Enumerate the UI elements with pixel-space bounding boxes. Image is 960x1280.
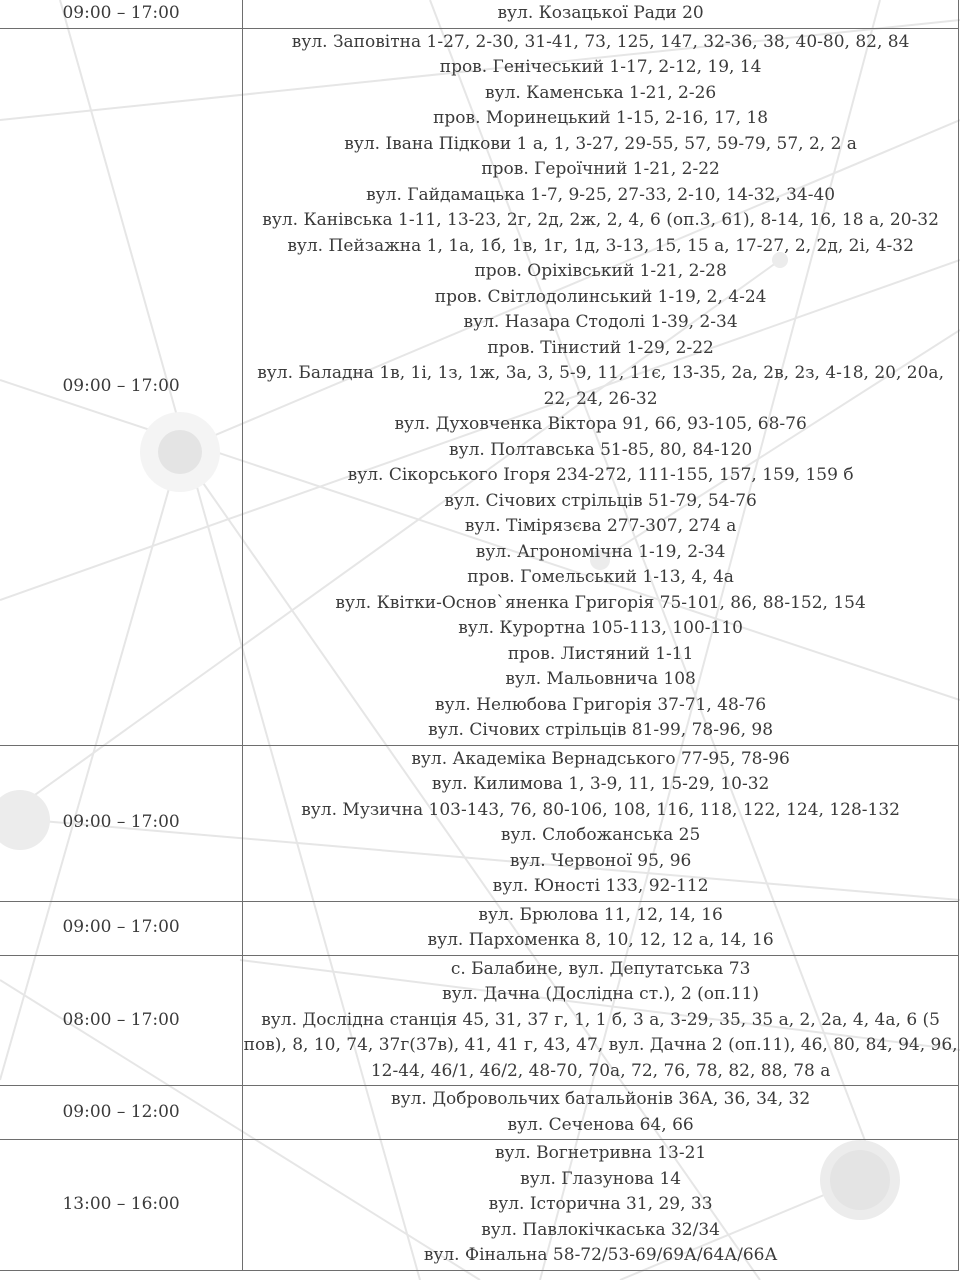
address-line: пров. Світлодолинський 1-19, 2, 4-24 [434,286,767,307]
address-line: вул. Брюлова 11, 12, 14, 16 [478,904,723,925]
address-line: вул. Пейзажна 1, 1а, 1б, 1в, 1г, 1д, 3-13, 15, 15 а, 17-27, 2, 2д, 2і, 4-32 [287,235,914,256]
schedule-row [0,901,959,955]
address-line: вул. Сікорського Ігоря 234-272, 111-155, 157, 159, 159 б [347,465,854,485]
schedule-row [0,0,959,28]
address-line: вул. Килимова 1, 3-9, 11, 15-29, 10-32 [431,774,770,794]
address-line: вул. Музична 103-143, 76, 80-106, 108, 116, 118, 122, 124, 128-132 [301,799,900,820]
address-line: вул. Квітки-Основ`яненка Григорія 75-101, 86, 88-152, 154 [335,592,866,613]
address-line: вул. Тімірязєва 277-307, 274 а [464,516,737,536]
address-line: пров. Генічеський 1-17, 2-12, 19, 14 [439,57,762,77]
address-list-cell [243,28,959,745]
address-line: вул. Заповітна 1-27, 2-30, 31-41, 73, 125, 147, 32-36, 38, 40-80, 82, 84 [291,31,910,52]
address-line: вул. Добровольчих батальйонів 36А, 36, 34, 32 [391,1089,811,1109]
address-line: пров. Героїчний 1-21, 2-22 [481,159,720,179]
address-line: вул. Дачна (Дослідна ст.), 2 (оп.11) [442,984,760,1004]
address-line: вул. Слобожанська 25 [500,825,701,845]
address-line: вул. Івана Підкови 1 а, 1, 3-27, 29-55, 57, 59-79, 57, 2, 2 а [344,133,857,154]
address-list-cell [243,955,959,1086]
address-list-cell [243,745,959,901]
address-list-cell [243,1086,959,1140]
address-line: вул. Пархоменка 8, 10, 12, 12 а, 14, 16 [427,930,774,950]
address-line: вул. Нелюбова Григорія 37-71, 48-76 [435,694,767,715]
address-line: с. Балабине, вул. Депутатська 73 [450,958,751,979]
address-line: вул. Козацької Ради 20 [497,3,704,23]
address-list-cell [243,1140,959,1271]
address-line: пров. Моринецький 1-15, 2-16, 17, 18 [433,108,769,128]
address-line: вул. Баладна 1в, 1і, 1з, 1ж, 3а, 3, 5-9, 11, 11є, 13-35, 2а, 2в, 2з, 4-18, 20, 20а, 22, 24, 26-32 [257,363,944,409]
address-line: пров. Листяний 1-11 [507,643,694,664]
schedule-row [0,745,959,901]
address-line: вул. Вогнетривна 13-21 [494,1143,707,1163]
time-range-cell: 09:00 – 17:00 [0,901,243,955]
address-line: пров. Тінистий 1-29, 2-22 [487,337,714,358]
address-line: вул. Фінальна 58-72/53-69/69А/64А/66А [423,1245,778,1265]
address-line: вул. Канівська 1-11, 13-23, 2г, 2д, 2ж, 2, 4, 6 (оп.3, 61), 8-14, 16, 18 а, 20-32 [262,210,939,230]
address-list-cell [243,901,959,955]
schedule-row [0,955,959,1086]
schedule-row [0,1140,959,1271]
address-line: вул. Глазунова 14 [520,1168,682,1189]
time-range-cell: 08:00 – 17:00 [0,955,243,1086]
address-line: вул. Січових стрільців 51-79, 54-76 [444,490,757,511]
address-list-cell [243,0,959,28]
address-line: вул. Полтавська 51-85, 80, 84-120 [449,439,753,460]
address-line: вул. Академіка Вернадського 77-95, 78-96 [411,748,790,769]
schedule-row [0,1086,959,1140]
address-line: вул. Духовченка Віктора 91, 66, 93-105, 68-76 [394,414,807,434]
address-line: вул. Сеченова 64, 66 [507,1114,694,1135]
address-line: вул. Січових стрільців 81-99, 78-96, 98 [428,720,774,740]
address-line: вул. Мальовнича 108 [505,669,696,689]
address-line: вул. Червоної 95, 96 [509,850,692,871]
address-line: вул. Назара Стодолі 1-39, 2-34 [463,312,738,332]
time-range-cell: 13:00 – 16:00 [0,1140,243,1271]
time-range-cell: 09:00 – 17:00 [0,745,243,901]
schedule-row [0,28,959,745]
address-line: пров. Оріхівський 1-21, 2-28 [474,261,727,281]
address-line: пров. Гомельський 1-13, 4, 4а [467,567,734,587]
address-line: вул. Каменська 1-21, 2-26 [485,82,717,103]
address-line: вул. Гайдамацька 1-7, 9-25, 27-33, 2-10, 14-32, 34-40 [366,184,836,205]
address-line: вул. Павлокічкаська 32/34 [481,1219,720,1240]
time-range-cell: 09:00 – 12:00 [0,1086,243,1140]
address-line: вул. Юності 133, 92-112 [492,876,709,896]
address-line: вул. Агрономічна 1-19, 2-34 [475,541,726,562]
time-range-cell: 09:00 – 17:00 [0,28,243,745]
address-line: вул. Курортна 105-113, 100-110 [458,618,743,638]
time-range-cell: 09:00 – 17:00 [0,0,243,28]
address-line: вул. Дослідна станція 45, 31, 37 г, 1, 1 б, 3 а, 3-29, 35, 35 а, 2, 2а, 4, 4а, 6 (5 пов), 8, 10, 74, 37г(37в), 41, 41 г, 43, 47, вул. Дачна 2 (оп.11), 46, 80, 84, 94, 96, 12-44, 46/1, 46/2, 48-70, 70а, 72, 76, 78, 82, 88, 78 а [243,1009,958,1081]
address-line: вул. Історична 31, 29, 33 [488,1194,713,1214]
